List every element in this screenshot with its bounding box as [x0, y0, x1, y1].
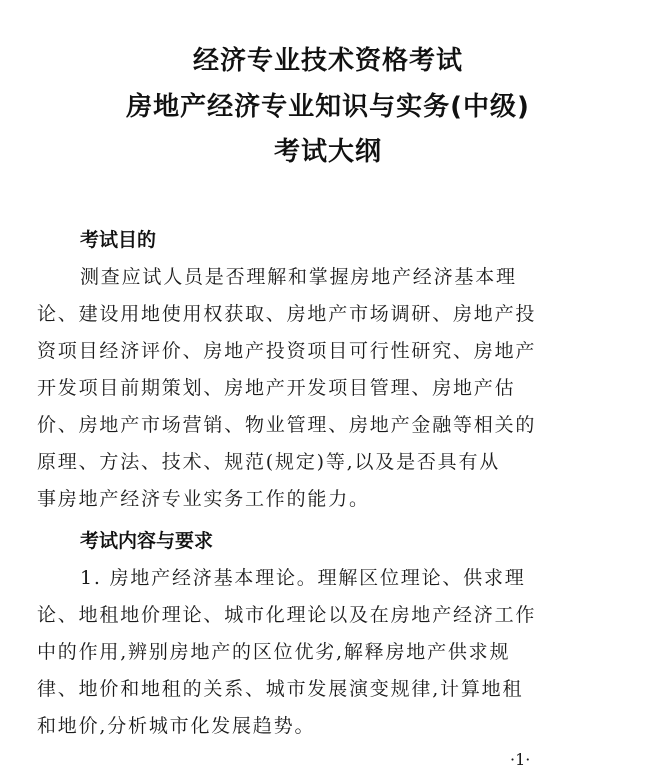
- paragraph-line: 1. 房地产经济基本理论。理解区位理论、供求理: [80, 567, 526, 589]
- paragraph-line: 测查应试人员是否理解和掌握房地产经济基本理: [80, 266, 517, 288]
- document-title-line-2: 房地产经济专业知识与实务(中级): [126, 92, 530, 122]
- paragraph-line: 原理、方法、技术、规范(规定)等,以及是否具有从: [37, 451, 501, 473]
- document-title-line-3: 考试大纲: [273, 137, 382, 167]
- paragraph-line: 事房地产经济专业实务工作的能力。: [37, 488, 370, 510]
- paragraph-line: 开发项目前期策划、房地产开发项目管理、房地产估: [37, 377, 516, 399]
- paragraph-line: 论、地租地价理论、城市化理论以及在房地产经济工作: [37, 604, 537, 626]
- paragraph-line: 律、地价和地租的关系、城市发展演变规律,计算地租: [37, 678, 524, 700]
- paragraph-line: 中的作用,辨别房地产的区位优劣,解释房地产供求规: [37, 641, 511, 663]
- page-number: ·1·: [510, 750, 531, 769]
- paragraph-line: 资项目经济评价、房地产投资项目可行性研究、房地产: [37, 340, 537, 362]
- document-title-line-1: 经济专业技术资格考试: [192, 46, 463, 76]
- section-heading-exam-content: 考试内容与要求: [80, 530, 214, 552]
- paragraph-line: 和地价,分析城市化发展趋势。: [37, 715, 316, 737]
- paragraph-line: 价、房地产市场营销、物业管理、房地产金融等相关的: [37, 414, 537, 436]
- paragraph-line: 论、建设用地使用权获取、房地产市场调研、房地产投: [37, 303, 537, 325]
- section-heading-exam-purpose: 考试目的: [80, 229, 157, 251]
